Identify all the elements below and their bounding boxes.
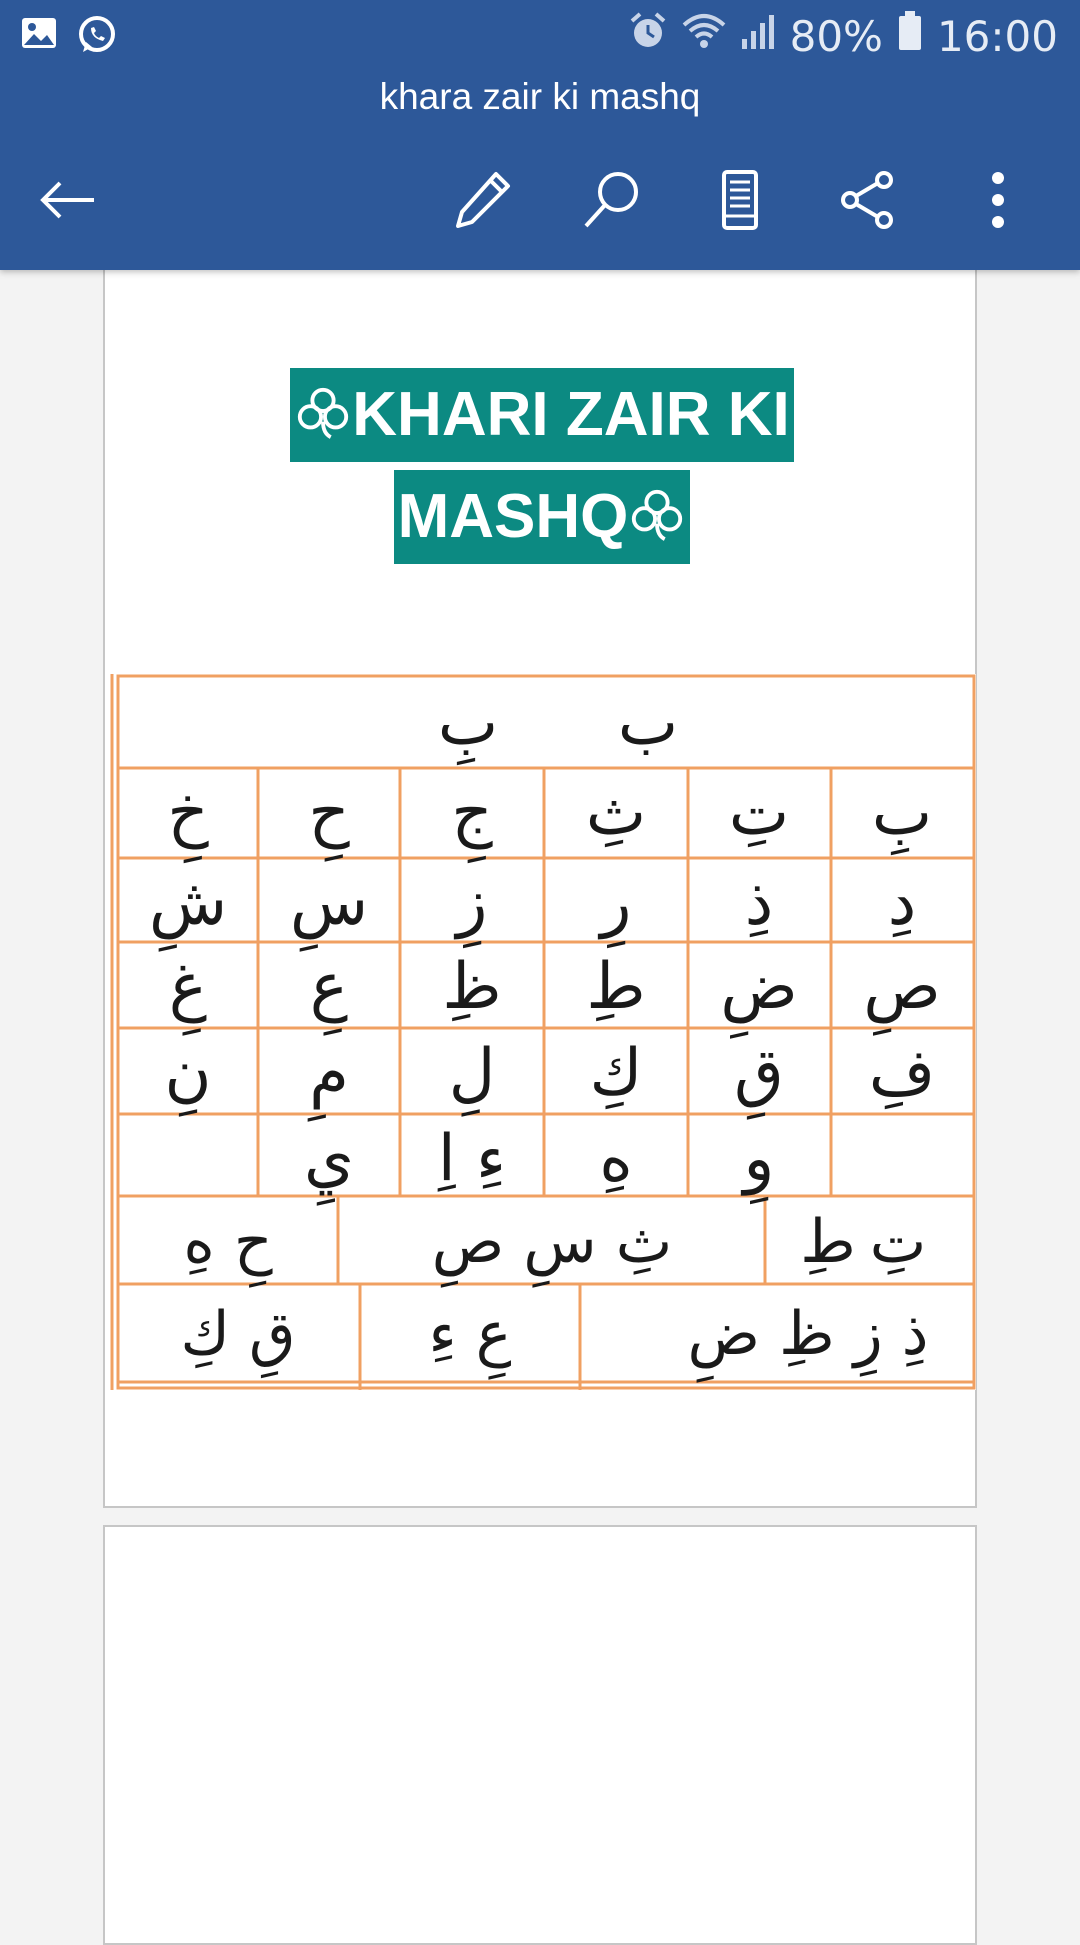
heading-text-2: MASHQ xyxy=(397,482,629,551)
chart-letter-cell: قِ xyxy=(734,1036,784,1110)
reading-view-icon xyxy=(708,168,772,232)
chart-header-letter: بِ xyxy=(437,686,499,760)
share-icon xyxy=(836,168,900,232)
chart-letter-cell: طِ xyxy=(586,950,646,1024)
app-bar xyxy=(0,0,1080,270)
chart-letter-cell: يِ xyxy=(303,1122,355,1196)
back-arrow-icon xyxy=(36,168,100,232)
back-button[interactable] xyxy=(28,160,108,240)
chart-letter-cell: شِ xyxy=(148,866,228,940)
chart-letter-cell: فِ xyxy=(868,1036,936,1110)
toolbar xyxy=(0,160,1080,240)
chart-letter-cell: صِ xyxy=(863,950,941,1024)
document-title: khara zair ki mashq xyxy=(379,76,701,117)
chart-letter-cell: هِ xyxy=(599,1122,633,1196)
chart-letter-cell: بِ xyxy=(871,776,933,850)
chart-combo-cell: عِ ءِ xyxy=(428,1299,512,1369)
heading-text-1: KHARI ZAIR KI xyxy=(352,380,790,449)
document-page-2 xyxy=(103,1525,977,1945)
more-vert-icon xyxy=(966,168,1030,232)
search-icon xyxy=(580,168,644,232)
battery-icon xyxy=(897,10,923,62)
chart-letter-cell: ضِ xyxy=(720,950,798,1024)
alarm-icon xyxy=(628,11,668,61)
chart-letter-cell: تِ xyxy=(728,776,790,850)
chart-letter-cell: مِ xyxy=(309,1036,349,1110)
more-options-button[interactable] xyxy=(958,160,1038,240)
chart-letter-cell: نِ xyxy=(164,1036,212,1110)
edit-button[interactable] xyxy=(442,160,522,240)
chart-letter-cell: دِ xyxy=(887,866,917,940)
status-bar xyxy=(0,0,1080,72)
chart-combo-cell: تِ xyxy=(869,1207,927,1277)
chart-letter-cell: وِ xyxy=(743,1122,775,1196)
chart-letter-cell: كِ xyxy=(589,1036,643,1110)
whatsapp-notification-icon xyxy=(76,14,118,60)
alphabet-chart-image xyxy=(108,674,976,1390)
chart-letter-cell: زِ xyxy=(456,866,488,940)
document-viewer[interactable] xyxy=(0,270,1080,1920)
chart-letter-cell: خِ xyxy=(167,776,209,850)
signal-icon xyxy=(740,11,776,61)
clock: 16:00 xyxy=(936,11,1058,61)
chart-letter-cell: ظِ xyxy=(442,950,502,1024)
chart-letter-cell: لِ xyxy=(448,1036,496,1110)
chart-combo-cell: ذِ زِ ظِ ضِ xyxy=(687,1299,929,1369)
chart-letter-cell: عِ xyxy=(309,950,349,1024)
trefoil-icon xyxy=(294,383,352,441)
heading-line-1 xyxy=(290,368,793,462)
chart-combo-cell: حِ هِ xyxy=(183,1207,273,1277)
chart-combo-cell: ثِ سِ صِ xyxy=(431,1207,673,1277)
chart-letter-cell: جِ xyxy=(451,776,493,850)
chart-header-letter: ب xyxy=(617,686,679,760)
chart-letter-cell: حِ xyxy=(308,776,350,850)
chart-letter-cell: ذِ xyxy=(744,866,774,940)
gallery-notification-icon xyxy=(20,14,58,60)
trefoil-icon xyxy=(628,485,686,543)
chart-combo-cell: قِ كِ xyxy=(180,1299,296,1369)
document-page-1 xyxy=(103,260,977,1508)
battery-percent: 80% xyxy=(789,11,883,61)
share-button[interactable] xyxy=(828,160,908,240)
chart-letter-cell: ثِ xyxy=(585,776,647,850)
chart-letter-cell: رِ xyxy=(600,866,632,940)
edit-pencil-icon xyxy=(450,168,514,232)
chart-letter-cell: سِ xyxy=(289,866,369,940)
heading-line-2 xyxy=(394,470,691,564)
search-button[interactable] xyxy=(572,160,652,240)
reading-view-button[interactable] xyxy=(700,160,780,240)
wifi-icon xyxy=(682,11,726,61)
chart-letter-cell: ءِ اِ xyxy=(437,1122,507,1196)
chart-letter-cell: غِ xyxy=(168,950,208,1024)
document-heading xyxy=(105,368,979,564)
chart-combo-cell: طِ xyxy=(800,1207,856,1277)
